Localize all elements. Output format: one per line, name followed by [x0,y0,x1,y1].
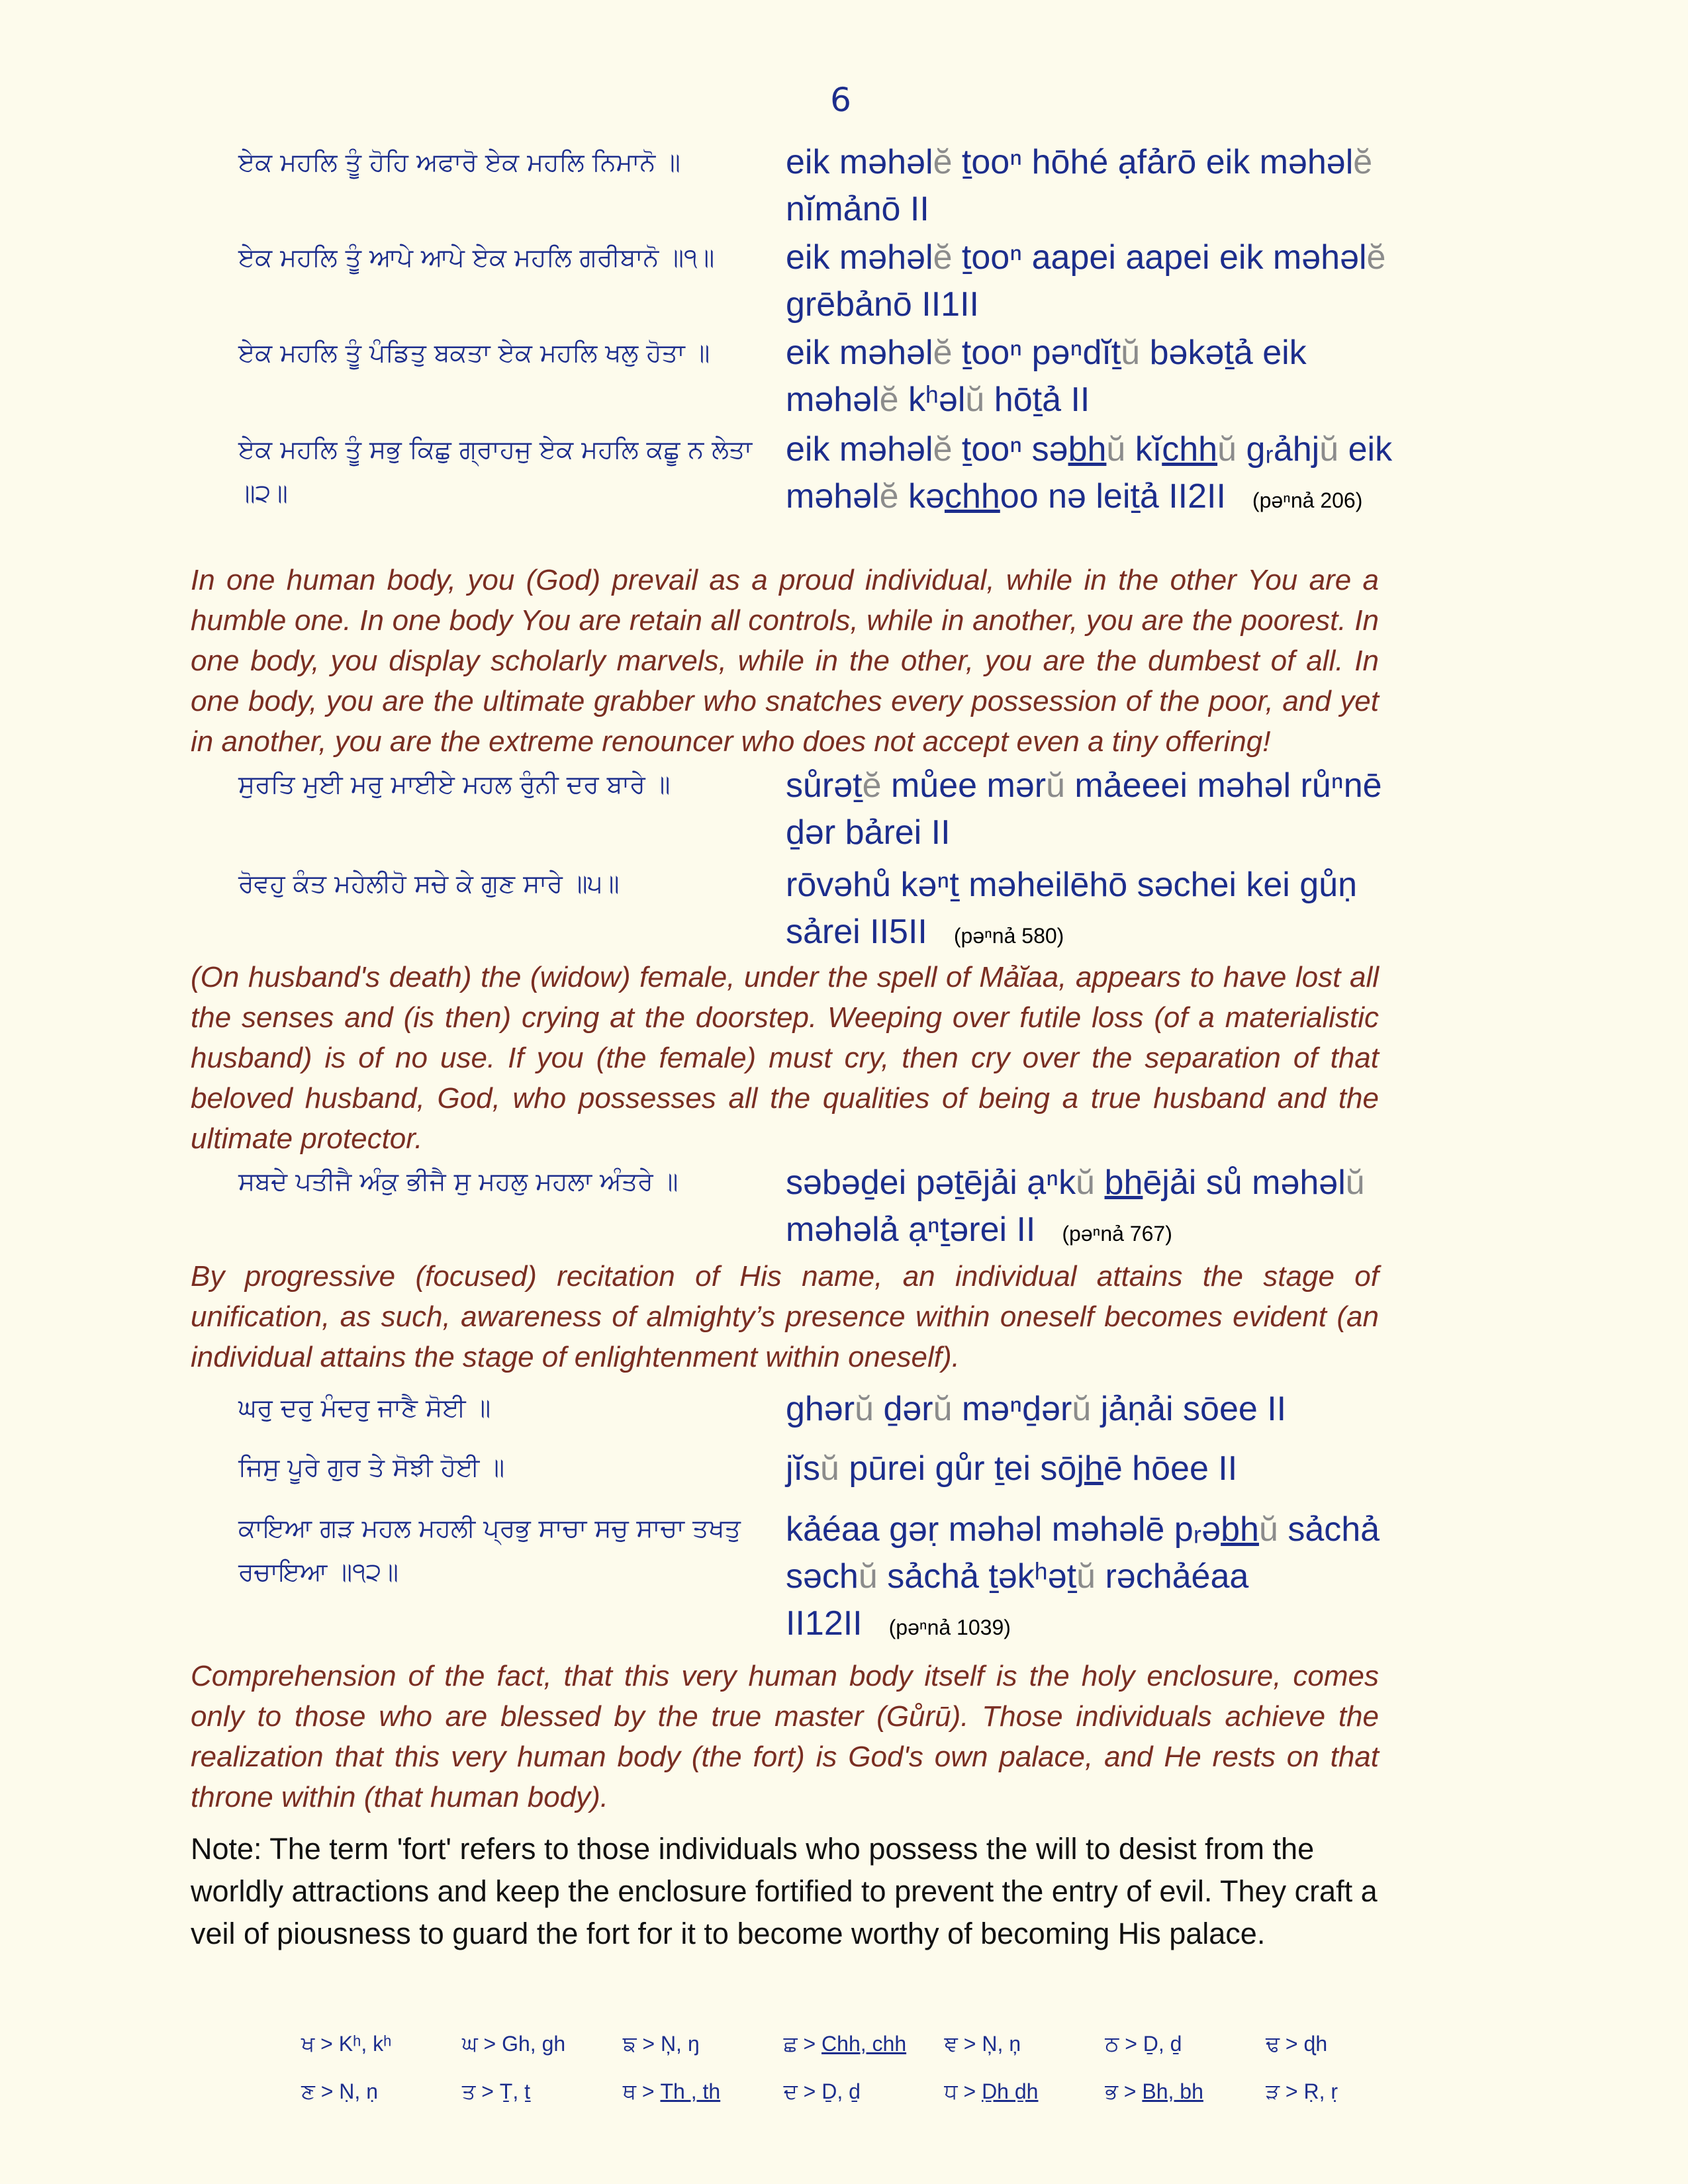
gurmukhi-verse-7: ਸਬਦੇ ਪਤੀਜੈ ਅੰਕੁ ਭੀਜੈ ਸੁ ਮਹਲੁ ਮਹਲਾ ਅੰਤਰੇ ॥ [238,1167,679,1196]
gurmukhi-verse-4: ਏਕ ਮਹਲਿ ਤੂੰ ਸਭੁ ਕਿਛੁ ਗ੍ਰਾਹਜੁ ਏਕ ਮਹਲਿ ਕਛੂ ਨ ਲੇਤਾ ॥੨॥ [238,435,753,508]
legend-ng: ਙ > Ņ, ŋ [622,2032,700,2056]
t: ṯooⁿ aapei aapei eik məhəl [952,238,1367,277]
t: ŭ [1319,430,1339,469]
legend-kh: ਖ > Kʰ, kʰ [301,2032,392,2056]
legend-gh: ਘ > Gh, gh [461,2032,566,2056]
t: pūrei gůr ṯei sōj [839,1449,1084,1488]
legend-chh [784,2032,945,2057]
t: ਧ > [944,2079,982,2103]
t: h [1084,1449,1103,1488]
t: kʰəl [898,381,966,419]
t: ਭ > [1105,2079,1143,2103]
t: ਛ > [783,2032,822,2056]
translit-verse-5 [786,762,1401,856]
legend-nn: ਣ > Ṇ, ṇ [301,2079,378,2103]
translit-verse-7 [786,1160,1401,1257]
legend-t: ਤ > Ṯ, ṯ [461,2079,531,2103]
translit-verse-6 [786,862,1401,960]
t: ṯooⁿ sə [952,430,1068,469]
t [1095,1163,1104,1202]
t: chh [944,477,1000,516]
t: jĭs [786,1449,820,1488]
t: nĭmảnō II [786,190,929,228]
t: Ḏh ḏh [982,2079,1039,2103]
t: ŭ [820,1449,839,1488]
gurmukhi-verse-10: ਕਾਇਆ ਗੜ ਮਹਲ ਮਹਲੀ ਪ੍ਰਭੁ ਸਾਚਾ ਸਚੁ ਸਾਚਾ ਤਖਤੁ ਰਚਾਇਆ ॥੧੨॥ [238,1514,741,1586]
gurmukhi-verse-9: ਜਿਸੁ ਪੂਰੇ ਗੁਰ ਤੇ ਸੋਝੀ ਹੋਈ ॥ [238,1453,505,1482]
t: ĕ [862,766,882,805]
t: oo nə leiṯả II2II [1000,477,1226,516]
legend-rr: ੜ > Ṛ, ṛ [1266,2079,1338,2103]
t: eik məhəl [786,430,933,469]
t: eik məhəl [786,334,933,372]
transliteration-legend [301,2032,1427,2105]
t: ĕ [1353,143,1373,181]
t: kĭ [1125,430,1162,469]
t: rəchảéaa II12II [786,1557,1249,1643]
gurmukhi-verse-2: ਏਕ ਮਹਲਿ ਤੂੰ ਆਪੇ ਆਪੇ ਏਕ ਮਹਲਿ ਗਰੀਬਾਨੋ ॥੧॥ [238,243,715,272]
translit-verse-1 [786,139,1401,233]
t: jảṇải sōee II [1091,1390,1287,1428]
t: bh [1221,1510,1259,1549]
t: ŭ [1121,334,1141,372]
t: Bh, bh [1142,2079,1203,2103]
t: səbəḏei pəṯējải ạⁿk [786,1163,1076,1202]
t: eik məhəl [786,238,933,277]
t: můee mər [881,766,1047,805]
legend-dh [944,2079,1105,2105]
t: ਥ > [622,2079,661,2103]
t: ŭ [858,1557,878,1596]
legend-nj: ਞ > Ņ, ņ [944,2032,1021,2056]
t: ĕ [933,143,953,181]
t: ŭ [1345,1163,1365,1202]
t: ŭ [855,1390,874,1428]
t: ĕ [1366,238,1386,277]
t: ŭ [965,381,985,419]
page-reference: (pəⁿnả 1039) [888,1615,1011,1639]
translation-4: Comprehension of the fact, that this very human body itself is the holy enclosure, comes only to those who are blessed by the true master (Gůrū). Those individuals achieve the realization that this very human body (the fort) is God's own palace, and He rests on that throne within (that human body). [191,1660,1379,1813]
t: ŭ [1258,1510,1278,1549]
t: sảchả səch [786,1510,1380,1596]
t: ĕ [933,238,953,277]
t: ṯooⁿ pəⁿdĭṯ [952,334,1121,372]
t: grēbảnō II1II [786,285,979,324]
t: ŭ [1217,430,1237,469]
t: ṯooⁿ hōhé ạfảrō eik məhəl [952,143,1354,181]
t: məⁿḏər [952,1390,1072,1428]
t: sảchả ṯəkʰəṯ [877,1557,1077,1596]
t: ĕ [933,334,953,372]
legend-th [623,2079,784,2105]
t: bəkəṯả eik məhəl [786,334,1307,419]
gurmukhi-verse-3: ਏਕ ਮਹਲਿ ਤੂੰ ਪੰਡਿਤੁ ਬਕਤਾ ਏਕ ਮਹਲਿ ਖਲੁ ਹੋਤਾ ॥ [238,338,710,367]
legend-d: ਦ > Ḏ, ḏ [783,2079,861,2103]
t: ĕ [933,430,953,469]
gurmukhi-verse-5: ਸੁਰਤਿ ਮੁਈ ਮਰੁ ਮਾਈਏ ਮਹਲ ਰੁੰਨੀ ਦਰ ਬਾਰੇ ॥ [238,770,671,799]
t: ŭ [933,1390,953,1428]
t: ghər [786,1390,855,1428]
gurmukhi-verse-8: ਘਰੁ ਦਰੁ ਮੰਦਰੁ ਜਾਣੈ ਸੋਈ ॥ [238,1393,491,1422]
t: hōṯả II [984,381,1090,419]
t: chh [1162,430,1218,469]
t: ē hōee II [1103,1449,1238,1488]
t: gᵣảhj [1237,430,1320,469]
legend-ddh [1266,2032,1427,2057]
translit-verse-3 [786,330,1401,424]
translit-verse-9 [786,1445,1401,1492]
t: rōvəhů kəⁿṯ məheilēhō səchei kei gůṇ sảrei II5II [786,866,1358,951]
t: ŭ [1076,1163,1096,1202]
translation-1: In one human body, you (God) prevail as a proud individual, while in the other You are a humble one. In one body You are retain all controls, while in another, you are the poorest. In one body, you display scholarly marvels, while in the other, you are the dumbest of all. In one body, you are the ultimate grabber who snatches every possession of the poor, and yet in another, you are the extreme renouncer who does not accept even a tiny offering! [191,564,1379,758]
note-paragraph: Note: The term 'fort' refers to those individuals who possess the will to desist from the worldly attractions and keep the enclosure fortified to prevent the entry of evil. They craft a veil of piousness to guard the fort for it to become worthy of becoming His palace. [191,1832,1378,1950]
translit-verse-4 [786,426,1401,524]
page-reference: (pəⁿnả 580) [953,924,1064,948]
t: ŭ [1076,1557,1096,1596]
t: eik məhəl [786,430,1393,516]
t: ĕ [879,381,899,419]
gurmukhi-verse-6: ਰੋਵਹੁ ਕੰਤ ਮਹੇਲੀਹੋ ਸਚੇ ਕੇ ਗੁਣ ਸਾਰੇ ॥੫॥ [238,869,620,898]
t: ējải sů məhəl [1143,1163,1346,1202]
t: mảeeei məhəl růⁿnē ḏər bảrei II [786,766,1382,852]
t: bh [1104,1163,1143,1202]
t: məhəlả ạⁿṯərei II [786,1210,1036,1249]
translit-verse-2 [786,234,1401,328]
t: kảéaa gəṛ məhəl məhəlē pᵣə [786,1510,1221,1549]
t: ŭ [1106,430,1126,469]
translation-2: (On husband's death) the (widow) female, under the spell of Mảĭaa, appears to have lost all the senses and (is then) crying at the doorstep. Weeping over futile loss (of a materialistic husband) is of no use. If you (the female) must cry, then cry over the separation of that beloved husband, God, who possesses all the qualities of being a true husband and the ultimate protector. [191,961,1379,1155]
legend-bh [1105,2079,1266,2105]
t: ĕ [879,477,899,516]
translation-3: By progressive (focused) recitation of His name, an individual attains the stage of unification, as such, awareness of almighty’s presence within oneself becomes evident (an individual attains the stage of enlightenment within oneself). [191,1260,1379,1373]
translit-verse-10 [786,1506,1401,1651]
t: ŭ [1046,766,1065,805]
page-number: 6 [830,81,851,119]
page-reference: (pəⁿnả 206) [1252,488,1363,512]
translit-verse-8 [786,1386,1401,1433]
t: ɖh [1303,2032,1328,2056]
legend-tth: ਠ > Ḏ, ḏ [1105,2032,1182,2056]
page-reference: (pəⁿnả 767) [1062,1222,1172,1246]
t: ŭ [1072,1390,1092,1428]
t: eik məhəl [786,143,933,181]
t: Chh, chh [821,2032,907,2056]
gurmukhi-verse-1: ਏਕ ਮਹਲਿ ਤੂੰ ਹੋਹਿ ਅਫਾਰੋ ਏਕ ਮਹਲਿ ਨਿਮਾਨੋ ॥ [238,148,680,177]
t: ḏər [874,1390,933,1428]
t: sůrəṯ [786,766,863,805]
t: kə [898,477,945,516]
t: Th , th [660,2079,721,2103]
t: ਢ > [1266,2032,1304,2056]
t: bh [1068,430,1107,469]
